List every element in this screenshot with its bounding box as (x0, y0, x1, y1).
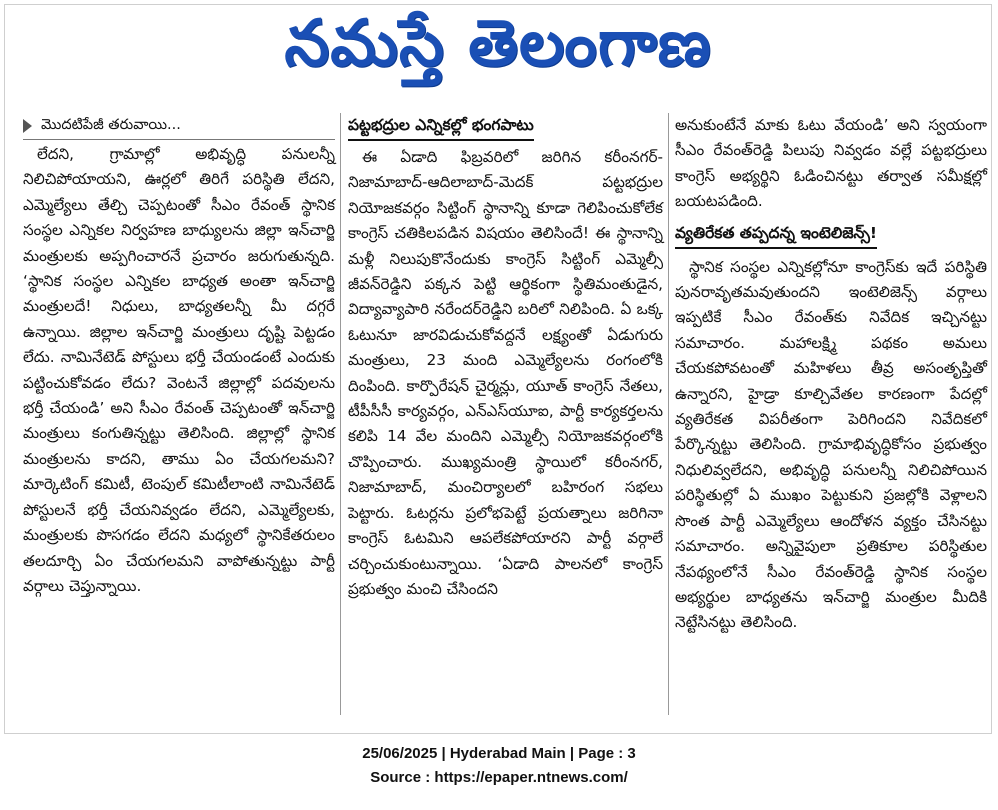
newspaper-clipping (4, 4, 992, 734)
paragraph: ఈ ఏడాది ఫిబ్రవరిలో జరిగిన కరీంనగర్-నిజామాబాద్-ఆదిలాబాద్-మెదక్ పట్టభద్రుల నియోజకవర్గం సిట్టింగ్ స్థానాన్ని కూడా గెలిపించుకోలేక కాంగ్రెస్ చతికిలపడిన విషయం తెలిసిందే! ఈ స్థానాన్ని మళ్లీ నిలుపుకొనేందుకు కాంగ్రెస్ సిట్టింగ్ ఎమ్మెల్సీ జీవన్‌రెడ్డిని పక్కన పెట్టి ఆర్థికంగా స్థితిమంతుడైన, విద్యావ్యాపారి నరేందర్‌రెడ్డిని బరిలో నిలిపింది. ఏ ఒక్క ఓటునూ జారవిడుచుకోవద్దనే లక్ష్యంతో ఏడుగురు మంత్రులు, 23 మంది ఎమ్మెల్యేలను రంగంలోకి దింపింది. కార్పొరేషన్ చైర్మన్లు, యూత్ కాంగ్రెస్ నేతలు, టీపీసీసీ కార్యవర్గం, ఎన్‌ఎస్‌యూఐ, పార్టీ కార్యకర్తలను కలిపి 14 వేల మందిని ఎమ్మెల్సీ నియోజకవర్గంలోకి చొప్పించారు. ముఖ్యమంత్రి స్థాయిలో కరీంనగర్, నిజామాబాద్, మంచిర్యాలలో బహిరంగ సభలు పెట్టారు. ఓటర్లను ప్రలోభపెట్టే ప్రయత్నాలు జరిగినా కాంగ్రెస్ ఓటమిని ఆపలేకపోయారని పార్టీ వర్గాలే చర్చించుకుంటున్నాయి. ‘ఏడాది పాలనలో కాంగ్రెస్ ప్రభుత్వం మంచి చేసిందని (348, 148, 663, 598)
section-subhead: వ్యతిరేకత తప్పదన్న ఇంటెలిజెన్స్! (675, 221, 877, 249)
continued-header (23, 113, 335, 140)
column-divider (668, 113, 669, 715)
article-column-1 (23, 113, 335, 723)
arrow-right-icon (23, 119, 33, 133)
paragraph: లేదని, గ్రామాల్లో అభివృద్ధి పనులన్నీ నిలిచిపోయాయని, ఊర్లలో తిరిగే పరిస్థితి లేదని, ఎమ్మెల్యేలు తేల్చి చెప్పటంతో సీఎం రేవంత్ స్థానిక సంస్థల ఎన్నికల నిర్వహణ బాధ్యులను జిల్లా ఇన్‌చార్జి మంత్రులకు అప్పగించారనే ప్రచారం జరుగుతున్నది. ‘స్థానిక సంస్థల ఎన్నికల బాధ్యత అంతా ఇన్‌చార్జి మంత్రులదే! నిధులు, బాధ్యతలన్నీ మీ దగ్గరే ఉన్నాయి. జిల్లాల ఇన్‌చార్జి మంత్రులు దృష్టి పెట్టడం లేదు. నామినేటెడ్ పోస్టులు భర్తీ చేయండంటే ఎందుకు పట్టించుకోవడం లేదు? వెంటనే జిల్లాల్లో పదవులను భర్తీ చేయండి’ అని సీఎం రేవంత్ చెప్పటంతో ఇన్‌చార్జి మంత్రులు కంగుతిన్నట్టు తెలిసింది. జిల్లాల్లో స్థానిక మంత్రులను కాదని, తాము ఏం చేయగలమని? మార్కెటింగ్ కమిటీ, టెంపుల్ కమిటీలాంటి నామినేటెడ్ పోస్టులనే భర్తీ చేయనివ్వడం లేదని, ఎమ్మెల్యేలకు, మంత్రులకు పొసగడం లేదని మధ్యలో స్థానికేతరులం తలదూర్చి ఏం చేయగలమని వాపోతున్నట్టు పార్టీ వర్గాలు చెప్తున్నాయి. (23, 145, 335, 595)
paragraph: అనుకుంటేనే మాకు ఓటు వేయండి’ అని స్వయంగా సీఎం రేవంత్‌రెడ్డి పిలుపు నివ్వడం వల్లే పట్టభద్రులు కాంగ్రెస్ అభ్యర్థిని ఓడించినట్టు తర్వాత సమీక్షల్లో బయటపడింది. (675, 116, 987, 211)
article-column-2 (348, 113, 663, 723)
article-column-3 (675, 113, 987, 723)
paragraph: స్థానిక సంస్థల ఎన్నికల్లోనూ కాంగ్రెస్‌కు ఇదే పరిస్థితి పునరావృతమవుతుందని ఇంటెలిజెన్స్ వర్గాలు ఇప్పటికే సీఎం రేవంత్‌కు నివేదిక ఇచ్చినట్టు సమాచారం. మహాలక్ష్మి పథకం అమలు చేయకపోవటంతో మహిళలు తీవ్ర అసంతృప్తితో ఉన్నారని, హైడ్రా కూల్చివేతల కారణంగా పేదల్లో వ్యతిరేకత విపరీతంగా పెరిగిందని నివేదికలో పేర్కొన్నట్టు తెలిసింది. గ్రామాభివృద్ధికోసం ప్రభుత్వం నిధులివ్వలేదని, అభివృద్ధి పనులన్నీ నిలిచిపోయిన పరిస్థితుల్లో ఏ ముఖం పెట్టుకుని ప్రజల్లోకి వెళ్లాలని సొంత పార్టీ ఎమ్మెల్యేలు ఆందోళన వ్యక్తం చేసినట్టు సమాచారం. అన్నివైపులా ప్రతికూల పరిస్థితుల నేపథ్యంలోనే సీఎం రేవంత్‌రెడ్డి స్థానిక సంస్థల అభ్యర్థుల బాధ్యతను ఇన్‌చార్జి మంత్రుల మీదికి నెట్టేసినట్టు తెలిసింది. (675, 257, 987, 632)
footer-date-line: 25/06/2025 | Hyderabad Main | Page : 3 (362, 745, 636, 762)
masthead-title: నమస్తే తెలంగాణ (284, 6, 712, 81)
continued-label: మొదటిపేజీ తరువాయి... (41, 117, 181, 134)
column-divider (340, 113, 341, 715)
section-headline: పట్టభద్రుల ఎన్నికల్లో భంగపాటు (348, 113, 534, 141)
source-footer (0, 742, 998, 790)
masthead (5, 6, 991, 91)
footer-source-line: Source : https://epaper.ntnews.com/ (370, 769, 628, 786)
